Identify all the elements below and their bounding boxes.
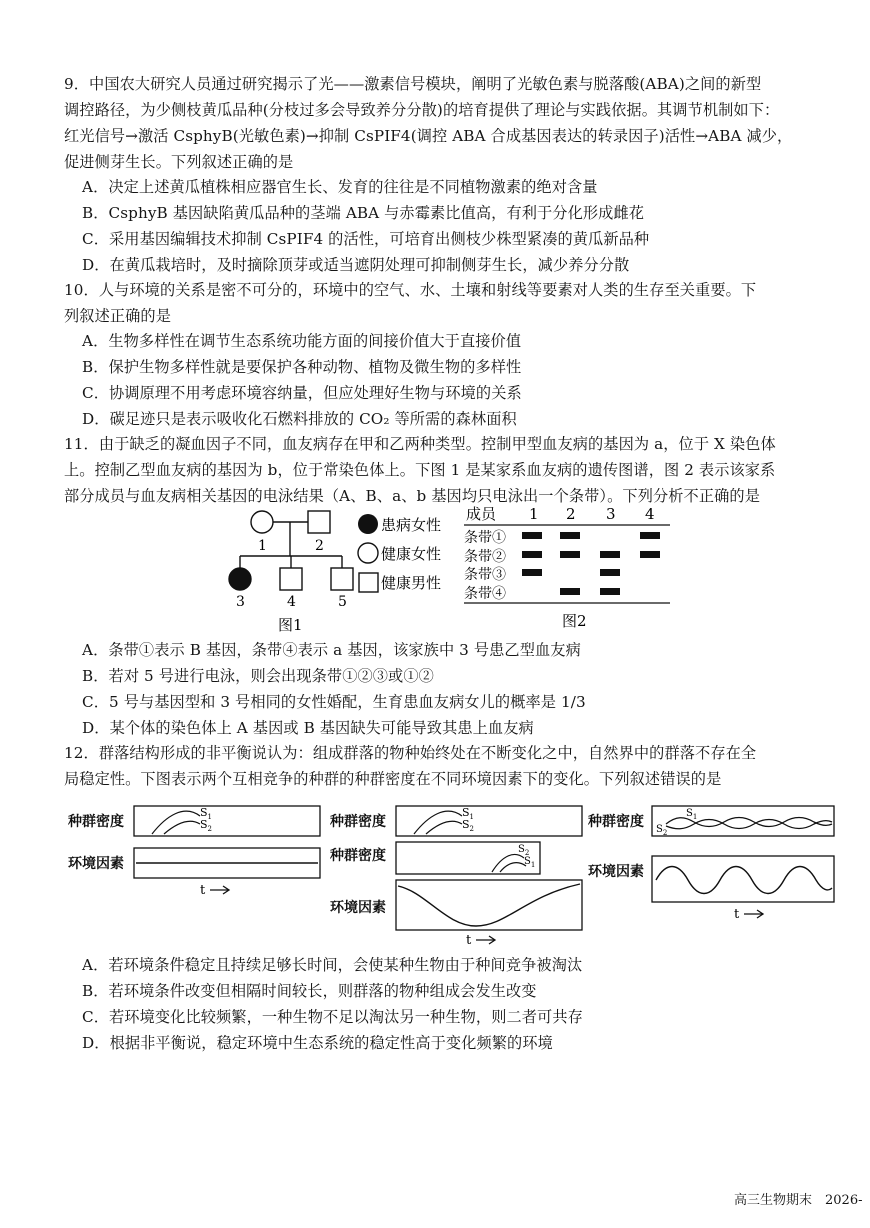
panel3-time-label: t bbox=[734, 907, 740, 922]
band-row3-member3 bbox=[600, 569, 620, 576]
panel1-time-label: t bbox=[200, 883, 206, 898]
band-row2-member2 bbox=[560, 551, 580, 558]
panel2-s1-curve-top bbox=[414, 811, 462, 834]
fig2-header: 成员 bbox=[466, 505, 497, 523]
panel2-env-curve bbox=[398, 884, 580, 926]
band-row2-member3 bbox=[600, 551, 620, 558]
q9-stem-line-3: 红光信号→激活 CsphyB(光敏色素)→抑制 CsPIF4(调控 ABA 合成基因表达的转录因子)活性→ABA 减少， bbox=[64, 127, 793, 145]
panel2-density-label-1: 种群密度 bbox=[330, 814, 386, 830]
q10-stem-line-1: 10．人与环境的关系是密不可分的，环境中的空气、水、土壤和射线等要素对人类的生存至关重要。下 bbox=[64, 281, 757, 299]
panel2-s2-label-bottom: $S_2$ bbox=[518, 844, 530, 857]
fig2-row-2: 条带② bbox=[464, 549, 506, 565]
pedigree-label-2: 2 bbox=[315, 538, 324, 554]
band-row2-member1 bbox=[522, 551, 542, 558]
pedigree-member-4-healthy-male bbox=[280, 568, 302, 590]
q10-option-b: B．保护生物多样性就是要保护各种动物、植物及微生物的多样性 bbox=[82, 358, 522, 376]
figure2-caption: 图2 bbox=[562, 612, 587, 630]
q11-stem-line-2: 上。控制乙型血友病的基因为 b，位于常染色体上。下图 1 是某家系血友病的遗传图谱，图 2 表示该家系 bbox=[64, 461, 776, 479]
panel2-s1-label-top: $S_1$ bbox=[462, 806, 475, 821]
fig2-col-1: 1 bbox=[529, 505, 539, 523]
panel1-density-label: 种群密度 bbox=[68, 814, 124, 830]
panel2-density-label-2: 种群密度 bbox=[330, 848, 386, 864]
panel2-s1-label-bottom: $S_1$ bbox=[524, 856, 536, 869]
panel2-s2-curve-top bbox=[426, 821, 462, 834]
panel1-s2-label: $S_2$ bbox=[200, 818, 213, 833]
panel3-density-label: 种群密度 bbox=[588, 814, 644, 830]
q12-option-c: C．若环境变化比较频繁，一种生物不足以淘汰另一种生物，则二者可共存 bbox=[82, 1008, 583, 1026]
electrophoresis-figure bbox=[462, 504, 700, 634]
panel3-s1-label: $S_1$ bbox=[686, 808, 698, 821]
fig2-col-3: 3 bbox=[606, 505, 616, 523]
pedigree-label-3: 3 bbox=[236, 594, 245, 610]
pedigree-member-3-affected-female bbox=[229, 568, 251, 590]
q11-option-c: C．5 号与基因型和 3 号相同的女性婚配，生育患血友病女儿的概率是 1/3 bbox=[82, 693, 586, 711]
panel2-s1-curve-bottom bbox=[500, 863, 526, 872]
q12-stem-line-2: 局稳定性。下图表示两个互相竞争的种群的种群密度在不同环境因素下的变化。下列叙述错误的是 bbox=[64, 770, 722, 788]
panel3-env-label: 环境因素 bbox=[588, 864, 644, 880]
q10-option-d: D．碳足迹只是表示吸收化石燃料排放的 CO₂ 等所需的森林面积 bbox=[82, 410, 517, 428]
panel1-s2-curve bbox=[164, 821, 200, 834]
panel2-env-label: 环境因素 bbox=[330, 900, 386, 916]
legend-healthy-male: 健康男性 bbox=[381, 574, 442, 592]
band-row1-member4 bbox=[640, 532, 660, 539]
pedigree-member-5-healthy-male bbox=[331, 568, 353, 590]
q11-option-b: B．若对 5 号进行电泳，则会出现条带①②③或①② bbox=[82, 667, 434, 685]
q9-stem-line-4: 促进侧芽生长。下列叙述正确的是 bbox=[64, 153, 294, 171]
panel1-env-label: 环境因素 bbox=[68, 856, 124, 872]
page-footer: 高三生物期末 2026- bbox=[734, 1193, 863, 1208]
q9-option-b: B．CsphyB 基因缺陷黄瓜品种的茎端 ABA 与赤霉素比值高，有利于分化形成雌花 bbox=[82, 204, 645, 222]
q10-stem-line-2: 列叙述正确的是 bbox=[64, 307, 172, 325]
pedigree-label-5: 5 bbox=[338, 594, 347, 610]
fig2-row-1: 条带① bbox=[464, 530, 506, 546]
pedigree-label-1: 1 bbox=[258, 538, 267, 554]
q12-stem-line-1: 12．群落结构形成的非平衡说认为：组成群落的物种始终处在不断变化之中，自然界中的群落不存在全 bbox=[64, 744, 757, 762]
panel1-s1-curve bbox=[152, 811, 200, 834]
band-row4-member2 bbox=[560, 588, 580, 595]
legend-affected-female: 患病女性 bbox=[381, 516, 442, 534]
q9-option-a: A．决定上述黄瓜植株相应器官生长、发育的往往是不同植物激素的绝对含量 bbox=[82, 178, 598, 196]
fig2-row-3: 条带③ bbox=[464, 567, 506, 583]
legend-healthy-female-icon bbox=[358, 543, 378, 563]
figure1-caption: 图1 bbox=[278, 616, 303, 634]
q11-stem-line-3: 部分成员与血友病相关基因的电泳结果（A、B、a、b 基因均只电泳出一个条带）。下列分析不正确的是 bbox=[64, 487, 760, 505]
legend-healthy-male-icon bbox=[359, 573, 378, 592]
q11-option-a: A．条带①表示 B 基因，条带④表示 a 基因，该家族中 3 号患乙型血友病 bbox=[82, 641, 581, 659]
q9-option-c: C．采用基因编辑技术抑制 CsPIF4 的活性，可培育出侧枝少株型紧凑的黄瓜新品种 bbox=[82, 230, 650, 248]
panel2-time-arrow bbox=[476, 936, 495, 944]
pedigree-member-1-healthy-female bbox=[251, 511, 273, 533]
q10-option-a: A．生物多样性在调节生态系统功能方面的间接价值大于直接价值 bbox=[82, 332, 522, 350]
panel3-time-arrow bbox=[744, 910, 763, 918]
panel2-s2-label-top: $S_2$ bbox=[462, 818, 475, 833]
panel2-time-label: t bbox=[466, 933, 472, 948]
q11-option-d: D．某个体的染色体上 A 基因或 B 基因缺失可能导致其患上血友病 bbox=[82, 719, 534, 737]
q9-stem-line-2: 调控路径，为少侧枝黄瓜品种(分枝过多会导致养分分散)的培育提供了理论与实践依据。其调节机制如下： bbox=[64, 101, 780, 119]
pedigree-member-2-healthy-male bbox=[308, 511, 330, 533]
panel3-s2-label: $S_2$ bbox=[656, 824, 668, 837]
pedigree-figure bbox=[228, 506, 468, 648]
fig2-col-4: 4 bbox=[645, 505, 655, 523]
band-row1-member2 bbox=[560, 532, 580, 539]
panel3-env-curve bbox=[656, 867, 832, 894]
competition-graphs bbox=[66, 800, 846, 950]
band-row4-member3 bbox=[600, 588, 620, 595]
fig2-row-4: 条带④ bbox=[464, 586, 506, 602]
q11-stem-line-1: 11．由于缺乏的凝血因子不同，血友病存在甲和乙两种类型。控制甲型血友病的基因为 a，位于 X 染色体 bbox=[64, 435, 776, 453]
q12-option-b: B．若环境条件改变但相隔时间较长，则群落的物种组成会发生改变 bbox=[82, 982, 537, 1000]
panel1-time-arrow bbox=[210, 886, 229, 894]
legend-affected-female-icon bbox=[358, 514, 378, 534]
legend-healthy-female: 健康女性 bbox=[381, 545, 442, 563]
band-row2-member4 bbox=[640, 551, 660, 558]
q9-option-d: D．在黄瓜栽培时，及时摘除顶芽或适当遮阴处理可抑制侧芽生长，减少养分分散 bbox=[82, 256, 630, 274]
band-row1-member1 bbox=[522, 532, 542, 539]
band-row3-member1 bbox=[522, 569, 542, 576]
pedigree-label-4: 4 bbox=[287, 594, 296, 610]
fig2-col-2: 2 bbox=[566, 505, 576, 523]
q12-option-d: D．根据非平衡说，稳定环境中生态系统的稳定性高于变化频繁的环境 bbox=[82, 1034, 553, 1052]
panel1-s1-label: $S_1$ bbox=[200, 806, 213, 821]
q10-option-c: C．协调原理不用考虑环境容纳量，但应处理好生物与环境的关系 bbox=[82, 384, 522, 402]
q9-stem-line-1: 9．中国农大研究人员通过研究揭示了光——激素信号模块，阐明了光敏色素与脱落酸(ABA)之间的新型 bbox=[64, 75, 762, 93]
q12-option-a: A．若环境条件稳定且持续足够长时间，会使某种生物由于种间竞争被淘汰 bbox=[82, 956, 583, 974]
